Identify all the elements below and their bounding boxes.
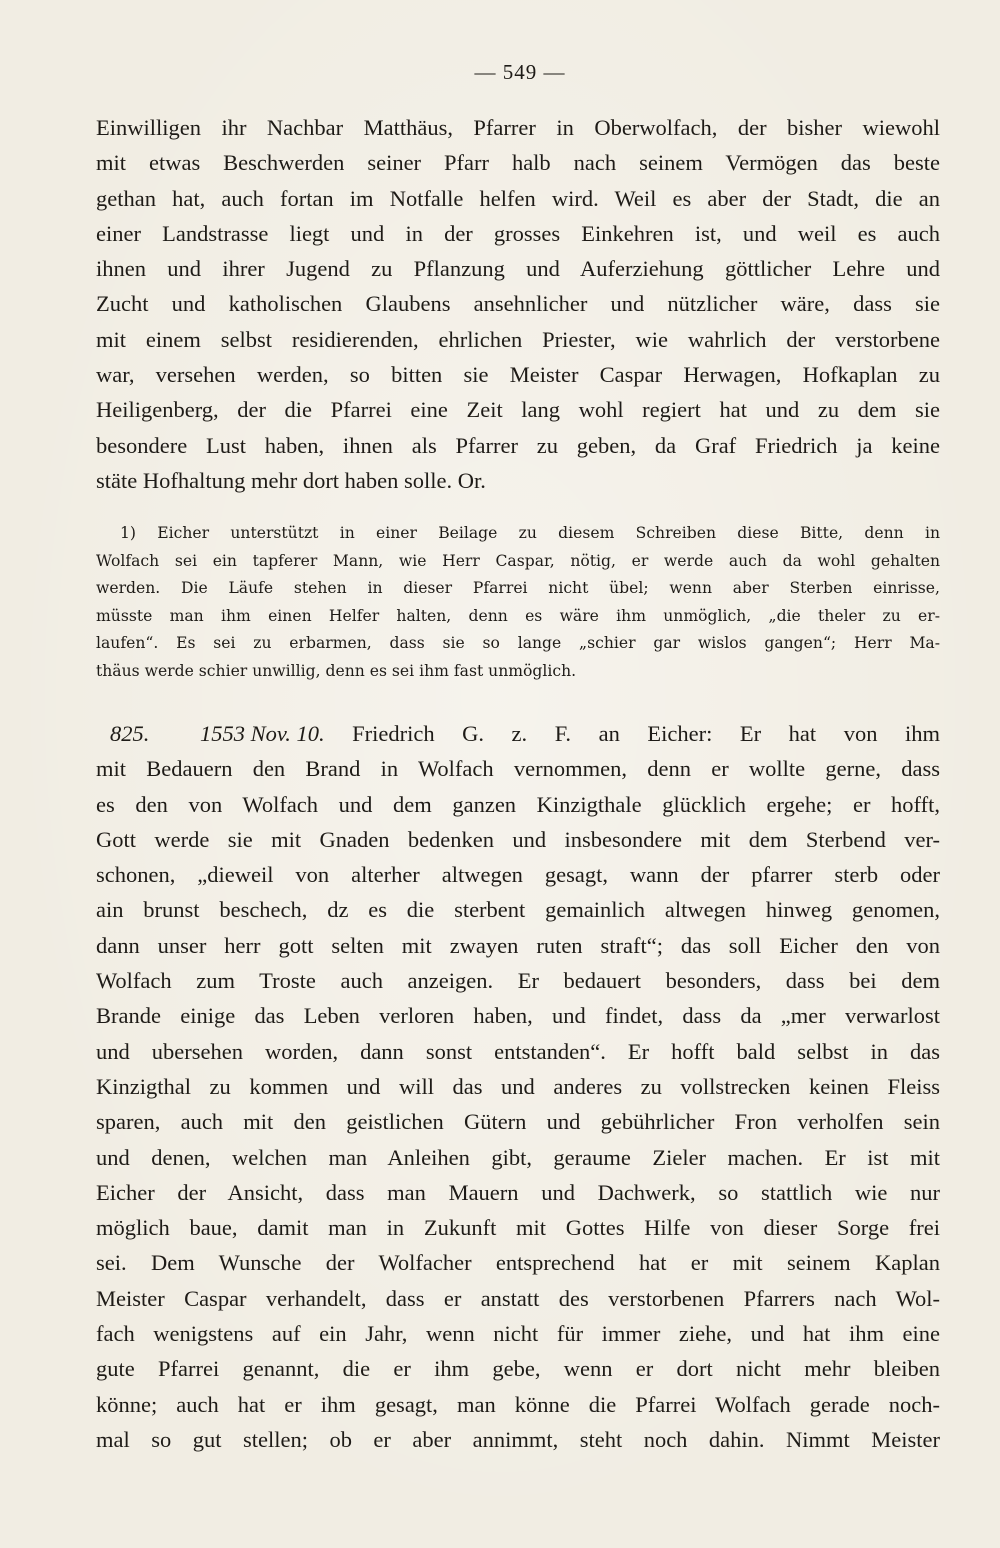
text-line: Kinzigthal zu kommen und will das und anderes zu vollstrecken keinen Fleiss — [96, 1073, 940, 1099]
footnote — [96, 520, 940, 685]
text-line: mal so gut stellen; ob er aber annimmt, steht noch dahin. Nimmt Meister — [96, 1426, 940, 1452]
footnote-line: 1) Eicher unterstützt in einer Beilage zu diesem Schreiben diese Bitte, denn in — [120, 524, 940, 542]
text-line: möglich baue, damit man in Zukunft mit Gottes Hilfe von dieser Sorge frei — [96, 1215, 940, 1241]
entry-first-line-text: Friedrich G. z. F. an Eicher: Er hat von ihm — [352, 721, 940, 746]
text-line: gute Pfarrei genannt, die er ihm gebe, wenn er dort nicht mehr bleiben — [96, 1356, 940, 1382]
text-line: könne; auch hat er ihm gesagt, man könne die Pfarrei Wolfach gerade noch- — [96, 1391, 940, 1417]
text-line: sei. Dem Wunsche der Wolfacher entsprechend hat er mit seinem Kaplan — [96, 1250, 940, 1276]
text-line: schonen, „dieweil von alterher altwegen gesagt, wann der pfarrer sterb oder — [96, 862, 940, 888]
text-line: gethan hat, auch fortan im Notfalle helfen wird. Weil es aber der Stadt, die an — [96, 185, 940, 211]
page-number: — 549 — — [474, 60, 566, 84]
text-line: Eicher der Ansicht, dass man Mauern und Dachwerk, so stattlich wie nur — [96, 1179, 940, 1205]
continuation-paragraph — [96, 110, 940, 498]
text-line: und ubersehen worden, dann sonst entstanden“. Er hofft bald selbst in das — [96, 1038, 940, 1064]
text-line: Zucht und katholischen Glaubens ansehnlicher und nützlicher wäre, dass sie — [96, 291, 940, 317]
text-line: und denen, welchen man Anleihen gibt, geraume Zieler machen. Er ist mit — [96, 1144, 940, 1170]
text-line: mit einem selbst residierenden, ehrlichen Priester, wie wahrlich der verstorbene — [96, 326, 940, 352]
text-line: ihnen und ihrer Jugend zu Pflanzung und Auferziehung göttlicher Lehre und — [96, 256, 940, 282]
text-line: einer Landstrasse liegt und in der grosses Einkehren ist, und weil es auch — [96, 220, 940, 246]
text-line: war, versehen werden, so bitten sie Meister Caspar Herwagen, Hofkaplan zu — [96, 362, 940, 388]
text-line: besondere Lust haben, ihnen als Pfarrer zu geben, da Graf Friedrich ja keine — [96, 432, 940, 458]
footnote-line: laufen“. Es sei zu erbarmen, dass sie so lange „schier gar wislos gangen“; Herr Ma- — [96, 634, 940, 652]
text-line: mit etwas Beschwerden seiner Pfarr halb nach seinem Vermögen das beste — [96, 150, 940, 176]
text-line: es den von Wolfach und dem ganzen Kinzigthale glücklich ergehe; er hofft, — [96, 791, 940, 817]
text-line: Einwilligen ihr Nachbar Matthäus, Pfarrer in Oberwolfach, der bisher wiewohl — [96, 115, 940, 140]
footnote-line: müsste man ihm einen Helfer halten, denn es wäre ihm unmöglich, „die theler zu er- — [96, 606, 940, 625]
text-line: Heiligenberg, der die Pfarrei eine Zeit lang wohl regiert hat und zu dem sie — [96, 397, 940, 423]
text-line: dann unser herr gott selten mit zwayen ruten straft“; das soll Eicher den von — [96, 932, 940, 958]
footnote-line: werden. Die Läufe stehen in dieser Pfarrei nicht übel; wenn aber Sterben einrisse, — [96, 579, 940, 597]
text-line: Gott werde sie mit Gnaden bedenken und insbesondere mit dem Sterbend ver- — [96, 826, 940, 852]
entry-date: 1553 Nov. 10. — [200, 721, 325, 746]
text-line: Wolfach zum Troste auch anzeigen. Er bedauert besonders, dass bei dem — [96, 968, 940, 994]
footnote-line: Wolfach sei ein tapferer Mann, wie Herr Caspar, nötig, er werde auch da wohl gehalten — [96, 551, 940, 570]
entry-number: 825. — [110, 721, 150, 746]
entry-825 — [96, 716, 940, 1457]
footnote-line: thäus werde schier unwillig, denn es sei ihm fast unmöglich. — [96, 661, 577, 680]
text-line: ain brunst beschech, dz es die sterbent gemainlich altwegen hinweg genomen, — [96, 897, 940, 923]
text-line: mit Bedauern den Brand in Wolfach vernommen, denn er wollte gerne, dass — [96, 756, 940, 782]
text-line: sparen, auch mit den geistlichen Gütern und gebührlicher Fron verholfen sein — [96, 1109, 940, 1135]
text-line: Brande einige das Leben verloren haben, und findet, dass da „mer verwarlost — [96, 1003, 940, 1029]
entry-heading-line — [96, 716, 940, 751]
text-line: stäte Hofhaltung mehr dort haben solle. Or. — [96, 467, 486, 493]
text-line: fach wenigstens auf ein Jahr, wenn nicht für immer ziehe, und hat ihm eine — [96, 1321, 940, 1347]
text-line: Meister Caspar verhandelt, dass er anstatt des verstorbenen Pfarrers nach Wol- — [96, 1285, 940, 1311]
